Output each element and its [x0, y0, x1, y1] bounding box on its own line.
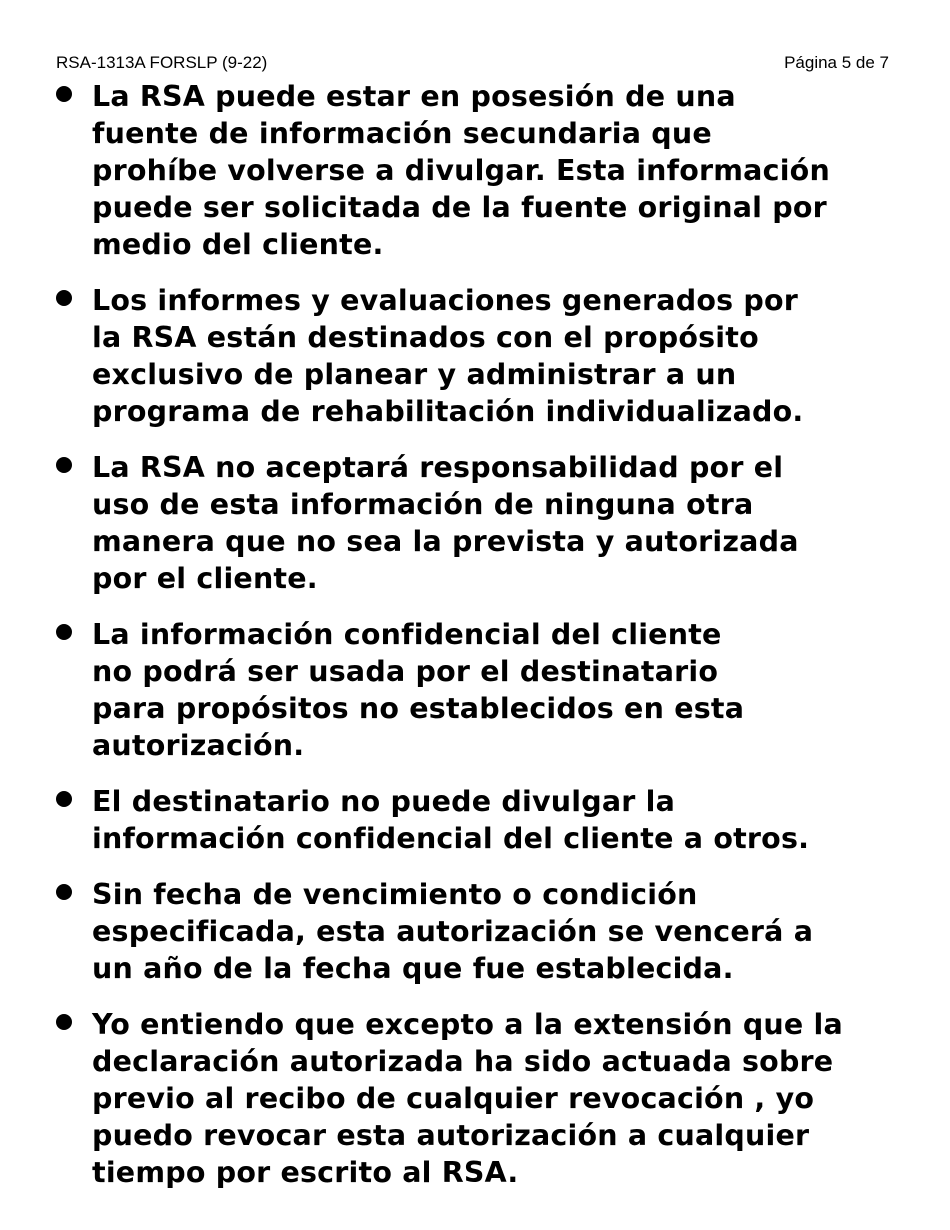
bullet-icon	[56, 457, 72, 473]
page-number: Página 5 de 7	[784, 53, 889, 72]
bullet-text-line: autorización.	[92, 729, 305, 762]
bullet-text-line: declaración autorizada ha sido actuada sobre	[92, 1045, 834, 1078]
bullet-item	[0, 876, 950, 987]
bullet-text-line: Sin fecha de vencimiento o condición	[92, 878, 698, 911]
bullet-text-line: exclusivo de planear y administrar a un	[92, 358, 737, 391]
bullet-text-line: un año de la fecha que fue establecida.	[92, 952, 734, 985]
bullet-icon	[56, 884, 72, 900]
bullet-text-line: no podrá ser usada por el destinatario	[92, 655, 719, 688]
bullet-icon	[56, 290, 72, 306]
bullet-text-line: La información confidencial del cliente	[92, 618, 722, 651]
bullet-item	[0, 282, 950, 430]
bullet-text-line: la RSA están destinados con el propósito	[92, 321, 759, 354]
bullet-item	[0, 78, 950, 263]
bullet-text-line: por el cliente.	[92, 562, 318, 595]
bullet-text-line: tiempo por escrito al RSA.	[92, 1156, 519, 1189]
bullet-text-line: uso de esta información de ninguna otra	[92, 488, 754, 521]
bullet-text-line: La RSA no aceptará responsabilidad por el	[92, 451, 784, 484]
bullet-icon	[56, 624, 72, 640]
bullet-text-line: manera que no sea la prevista y autorizada	[92, 525, 799, 558]
bullet-item	[0, 1006, 950, 1191]
bullet-text-line: fuente de información secundaria que	[92, 117, 712, 150]
bullet-text-line: medio del cliente.	[92, 228, 384, 261]
bullet-text-line: puedo revocar esta autorización a cualquier	[92, 1119, 810, 1152]
bullet-icon	[56, 86, 72, 102]
bullet-text-line: prohíbe volverse a divulgar. Esta información	[92, 154, 830, 187]
bullet-text-line: La RSA puede estar en posesión de una	[92, 80, 736, 113]
bullet-icon	[56, 1014, 72, 1030]
bullet-text-line: puede ser solicitada de la fuente original por	[92, 191, 827, 224]
bullet-text-line: programa de rehabilitación individualizado.	[92, 395, 804, 428]
form-id: RSA-1313A FORSLP (9-22)	[56, 53, 268, 72]
bullet-item	[0, 616, 950, 764]
bullet-list	[0, 78, 950, 1210]
bullet-text-line: especificada, esta autorización se vencerá a	[92, 915, 814, 948]
bullet-text-line: Los informes y evaluaciones generados por	[92, 284, 799, 317]
bullet-text-line: información confidencial del cliente a otros.	[92, 822, 810, 855]
bullet-text-line: El destinatario no puede divulgar la	[92, 785, 676, 818]
bullet-item	[0, 449, 950, 597]
bullet-text-line: para propósitos no establecidos en esta	[92, 692, 745, 725]
bullet-icon	[56, 791, 72, 807]
bullet-item	[0, 783, 950, 857]
bullet-text-line: Yo entiendo que excepto a la extensión que la	[92, 1008, 843, 1041]
bullet-text-line: previo al recibo de cualquier revocación , yo	[92, 1082, 815, 1115]
